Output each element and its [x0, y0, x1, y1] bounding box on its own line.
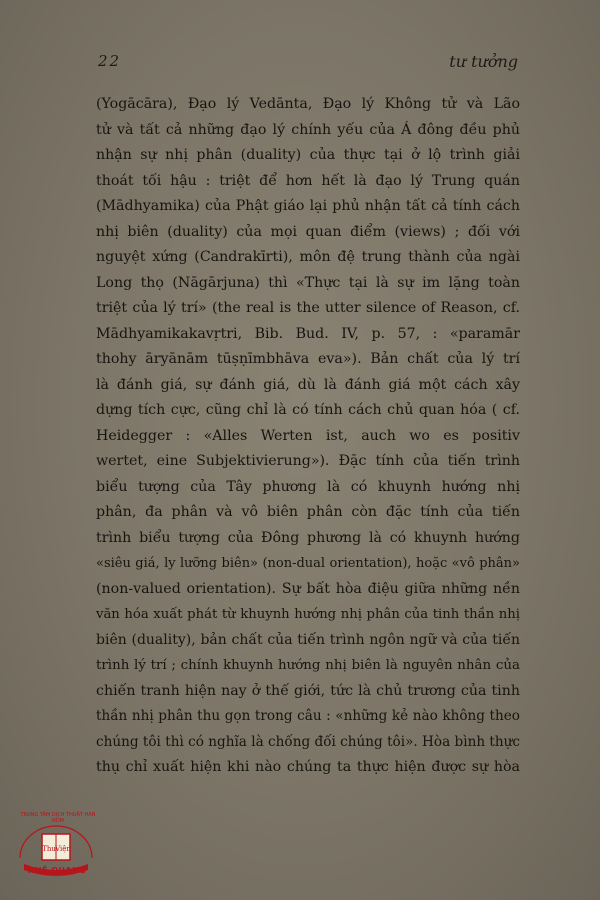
text-line: trình biểu tượng của Đông phương là có khuynh hướng	[96, 529, 520, 546]
text-line: «siêu giá, ly lưỡng biên» (non-dual orientation), hoặc «vô phân»	[96, 556, 520, 571]
text-line: biểu tượng của Tây phương là có khuynh hướng nhị	[96, 478, 520, 495]
logo-glyph-left: Thư	[42, 845, 56, 853]
text-line: thohy āryānām tūṣṇīmbhāva eva»). Bản chất của lý trí	[96, 351, 520, 367]
body-text	[96, 92, 520, 781]
text-line: nhận sự nhị phân (duality) của thực tại ở lộ trình giải	[96, 147, 520, 163]
text-line: nhị biên (duality) của mọi quan điểm (views) ; đối với	[96, 223, 520, 240]
text-line: (non-valued orientation). Sự bất hòa điệu giữa những nền	[96, 580, 520, 597]
text-line: dựng tích cực, cũng chỉ là có tính cách chủ quan hóa ( cf.	[96, 402, 520, 418]
text-line: Mādhyamikakavṛtri, Bib. Bud. IV, p. 57, : «paramār	[96, 325, 520, 342]
text-line: thoát tối hậu : triệt để hơn hết là đạo lý Trung quán	[96, 172, 520, 189]
logo-arc-text: TRUNG TÂM DỊCH THUẬT HÁN NÔM	[20, 812, 96, 824]
text-line: là đánh giá, sự đánh giá, dù là đánh giá một cách xây	[96, 376, 520, 393]
page-number: 22	[98, 52, 122, 70]
text-line: nguyệt xứng (Candrakīrti), môn đệ trung thành của ngài	[96, 249, 520, 265]
text-line: tử và tất cả những đạo lý chính yếu của Á đông đều phủ	[96, 121, 520, 138]
text-line: biên (duality), bản chất của tiến trình ngôn ngữ và của tiến	[96, 631, 520, 648]
logo-glyph-right: Viện	[55, 845, 71, 853]
text-line: văn hóa xuất phát từ khuynh hướng nhị phân của tinh thần nhị	[96, 607, 520, 622]
text-line: chúng tôi thì có nghĩa là chống đối chúng tôi». Hòa bình thực	[96, 733, 520, 750]
text-line: thụ chỉ xuất hiện khi nào chúng ta thực hiện được sự hòa	[96, 759, 520, 775]
text-line: chiến tranh hiện nay ở thế giới, tức là chủ trương của tinh	[96, 682, 520, 699]
text-line: Long thọ (Nāgārjuna) thì «Thực tại là sự im lặng toàn	[96, 274, 520, 291]
text-line: wertet, eine Subjektivierung»). Đặc tính của tiến trình	[96, 453, 520, 469]
running-head: tư tưởng	[449, 52, 518, 71]
text-line: phân, đa phân và vô biên phân còn đặc tính của tiến	[96, 504, 520, 520]
page-header	[98, 52, 518, 76]
logo-name: HUỆ QUANG	[27, 866, 87, 875]
text-line: triệt của lý trí» (the real is the utter silence of Reason, cf.	[96, 300, 520, 316]
text-line: trình lý trí ; chính khuynh hướng nhị biên là nguyên nhân của	[96, 658, 520, 673]
text-line: (Yogācāra), Đạo lý Vedānta, Đạo lý Không tử và Lão	[96, 96, 520, 112]
text-line: (Mādhyamika) của Phật giáo lại phủ nhận tất cả tính cách	[96, 198, 520, 214]
text-line: Heidegger : «Alles Werten ist, auch wo es positiv	[96, 427, 520, 444]
text-line: thần nhị phân thu gọn trong câu : «những kẻ nào không theo	[96, 708, 520, 724]
